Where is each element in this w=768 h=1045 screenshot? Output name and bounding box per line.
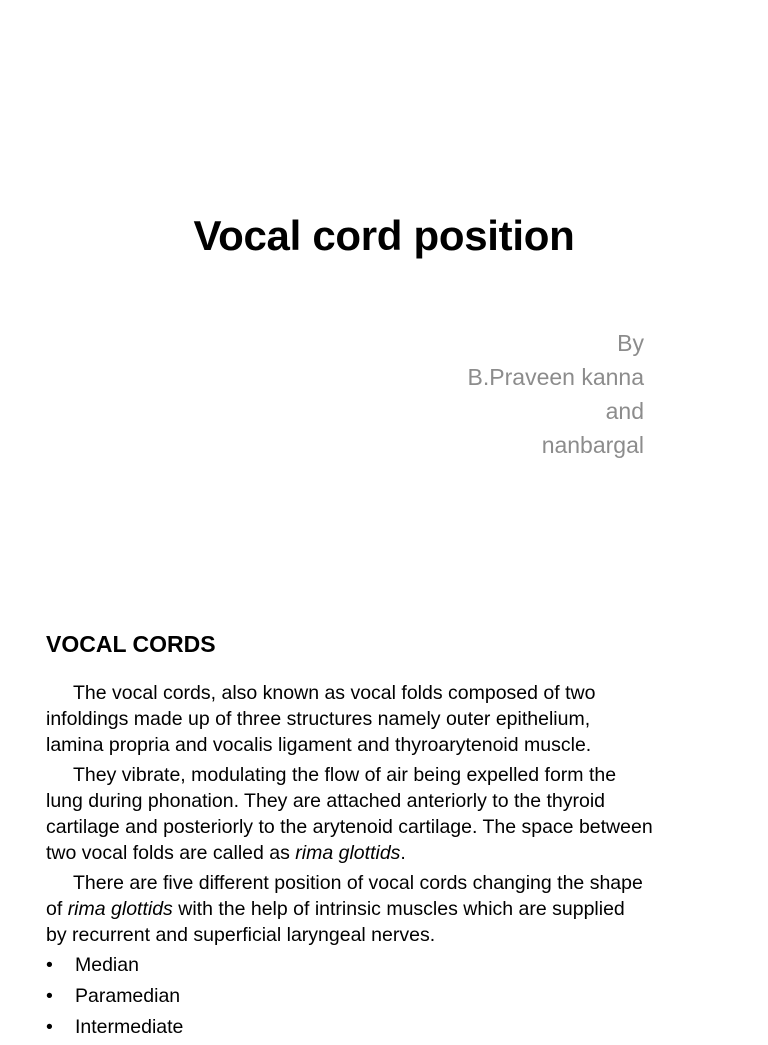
text-run: . [400,842,406,864]
bullet-icon: • [46,985,53,1007]
author-byline [468,326,644,462]
list-item-label: Paramedian [75,985,181,1007]
bullet-icon: • [46,1016,53,1038]
paragraph-line: by recurrent and superficial laryngeal nerves. [46,924,436,946]
paragraph-line [46,840,736,866]
section-heading: VOCAL CORDS [46,631,216,657]
text-run: of [46,898,68,920]
text-run: with the help of intrinsic muscles which are supplied [172,898,625,920]
slide-body [46,680,736,1045]
paragraph-line: lamina propria and vocalis ligament and thyroarytenoid muscle. [46,734,592,756]
list-item [46,952,736,983]
paragraph [46,680,736,758]
paragraph [46,870,736,948]
italic-term: rima glottids [295,842,401,864]
paragraph [46,762,736,866]
slide-title: Vocal cord position [193,212,575,259]
italic-term: rima glottids [67,898,173,920]
content-slide [0,600,768,1038]
list-item-label: Intermediate [75,1016,184,1038]
byline-line: By [617,330,644,356]
paragraph-line: The vocal cords, also known as vocal folds composed of two [73,682,596,704]
position-list [46,952,736,1045]
paragraph-line: cartilage and posteriorly to the arytenoid cartilage. The space between [46,816,653,838]
paragraph-line [46,896,736,922]
text-run: two vocal folds are called as [46,842,296,864]
paragraph-line: They vibrate, modulating the flow of air being expelled form the [73,764,617,786]
byline-line: nanbargal [541,432,644,458]
list-item [46,983,736,1014]
byline-line: B.Praveen kanna [467,364,644,390]
list-item-label: Median [75,954,139,976]
paragraph-line: infoldings made up of three structures namely outer epithelium, [46,708,591,730]
list-item [46,1014,736,1045]
paragraph-line: There are five different position of vocal cords changing the shape [73,872,643,894]
paragraph-line: lung during phonation. They are attached anteriorly to the thyroid [46,790,606,812]
bullet-icon: • [46,954,53,976]
byline-line: and [605,398,644,424]
